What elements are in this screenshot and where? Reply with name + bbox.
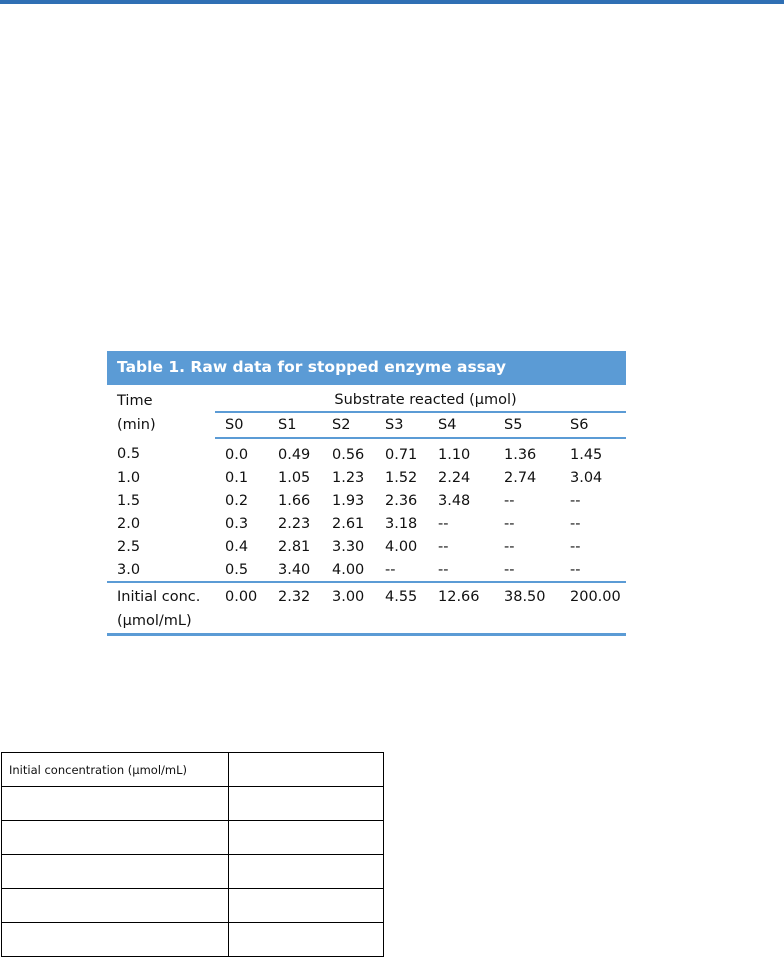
value-cell: -- xyxy=(385,561,396,578)
answer-table-row xyxy=(2,821,384,855)
table-row xyxy=(107,438,626,466)
table-row xyxy=(107,535,626,558)
value-cell: 1.93 xyxy=(332,492,365,509)
initial-conc-row xyxy=(107,582,626,633)
initial-conc-label-line2: (µmol/mL) xyxy=(117,613,192,629)
value-cell: -- xyxy=(504,515,515,532)
answer-table-header-row xyxy=(2,753,384,787)
table-row xyxy=(107,489,626,512)
value-cell: -- xyxy=(570,515,581,532)
value-cell: 2.24 xyxy=(438,469,471,486)
initial-conc-label-line1: Initial conc. xyxy=(117,589,201,605)
table-bottom-rule xyxy=(107,633,626,636)
value-cell: -- xyxy=(504,538,515,555)
answer-table-row xyxy=(2,787,384,821)
value-cell: 1.66 xyxy=(278,492,311,509)
value-cell: 0.5 xyxy=(225,561,249,578)
answer-cell[interactable] xyxy=(229,889,384,923)
value-cell: -- xyxy=(504,492,515,509)
answer-cell[interactable] xyxy=(2,855,229,889)
raw-data-table xyxy=(107,351,626,636)
time-cell: 3.0 xyxy=(117,561,141,578)
initial-conc-cell: 0.00 xyxy=(215,582,268,633)
value-cell: 2.36 xyxy=(385,492,418,509)
answer-cell[interactable] xyxy=(2,923,229,957)
time-cell: 2.5 xyxy=(117,538,141,555)
value-cell: -- xyxy=(570,561,581,578)
value-cell: 1.05 xyxy=(278,469,311,486)
time-header: Time xyxy=(117,392,153,409)
value-cell: -- xyxy=(504,561,515,578)
page-top-rule xyxy=(0,0,784,4)
time-cell: 2.0 xyxy=(117,515,141,532)
answer-cell[interactable] xyxy=(2,821,229,855)
time-cell: 1.0 xyxy=(117,469,141,486)
initial-conc-cell: 3.00 xyxy=(322,582,375,633)
value-cell: 0.56 xyxy=(332,446,365,463)
value-cell: 3.18 xyxy=(385,515,418,532)
column-header: S3 xyxy=(375,412,428,438)
value-cell: 0.71 xyxy=(385,446,418,463)
time-unit-header: (min) xyxy=(117,417,156,433)
value-cell: 3.48 xyxy=(438,492,471,509)
value-cell: 4.00 xyxy=(385,538,418,555)
value-cell: 3.04 xyxy=(570,469,603,486)
time-cell: 1.5 xyxy=(117,492,141,509)
column-header: S1 xyxy=(268,412,322,438)
initial-conc-cell: 12.66 xyxy=(428,582,494,633)
value-cell: 0.2 xyxy=(225,492,249,509)
value-cell: -- xyxy=(438,561,449,578)
answer-table-row xyxy=(2,889,384,923)
value-cell: 1.45 xyxy=(570,446,603,463)
answer-cell[interactable] xyxy=(2,787,229,821)
value-cell: 0.0 xyxy=(225,446,249,463)
column-header: S5 xyxy=(494,412,560,438)
table-row xyxy=(107,466,626,489)
initial-conc-cell: 4.55 xyxy=(375,582,428,633)
initial-conc-label xyxy=(107,582,215,633)
value-cell: -- xyxy=(570,538,581,555)
value-cell: 3.30 xyxy=(332,538,365,555)
value-cell: 0.49 xyxy=(278,446,311,463)
column-header: S6 xyxy=(560,412,626,438)
column-header: S2 xyxy=(322,412,375,438)
value-cell: 2.23 xyxy=(278,515,311,532)
answer-cell[interactable] xyxy=(229,787,384,821)
answer-table-row xyxy=(2,923,384,957)
value-cell: 1.36 xyxy=(504,446,537,463)
value-cell: 1.10 xyxy=(438,446,471,463)
time-cell: 0.5 xyxy=(117,446,141,462)
initial-conc-cell: 38.50 xyxy=(494,582,560,633)
answer-cell[interactable] xyxy=(229,923,384,957)
value-cell: 3.40 xyxy=(278,561,311,578)
answer-cell[interactable] xyxy=(2,889,229,923)
table-row xyxy=(107,512,626,535)
value-cell: 0.1 xyxy=(225,469,249,486)
initial-conc-cell: 2.32 xyxy=(268,582,322,633)
value-cell: 0.4 xyxy=(225,538,249,555)
table-title: Table 1. Raw data for stopped enzyme assay xyxy=(107,351,626,385)
value-cell: -- xyxy=(570,492,581,509)
table-row xyxy=(107,558,626,582)
answer-table xyxy=(1,752,384,957)
value-cell: 2.74 xyxy=(504,469,537,486)
answer-table-row xyxy=(2,855,384,889)
substrate-header: Substrate reacted (µmol) xyxy=(215,385,626,412)
initial-conc-cell: 200.00 xyxy=(560,582,626,633)
answer-cell[interactable] xyxy=(229,855,384,889)
answer-cell[interactable] xyxy=(229,821,384,855)
answer-table-header: Initial concentration (µmol/mL) xyxy=(2,753,229,787)
value-cell: 1.23 xyxy=(332,469,365,486)
value-cell: -- xyxy=(438,538,449,555)
value-cell: 1.52 xyxy=(385,469,418,486)
column-header: S0 xyxy=(215,412,268,438)
value-cell: 2.81 xyxy=(278,538,311,555)
value-cell: 0.3 xyxy=(225,515,249,532)
column-header: S4 xyxy=(428,412,494,438)
value-cell: -- xyxy=(438,515,449,532)
answer-cell[interactable] xyxy=(229,753,384,787)
value-cell: 2.61 xyxy=(332,515,365,532)
value-cell: 4.00 xyxy=(332,561,365,578)
